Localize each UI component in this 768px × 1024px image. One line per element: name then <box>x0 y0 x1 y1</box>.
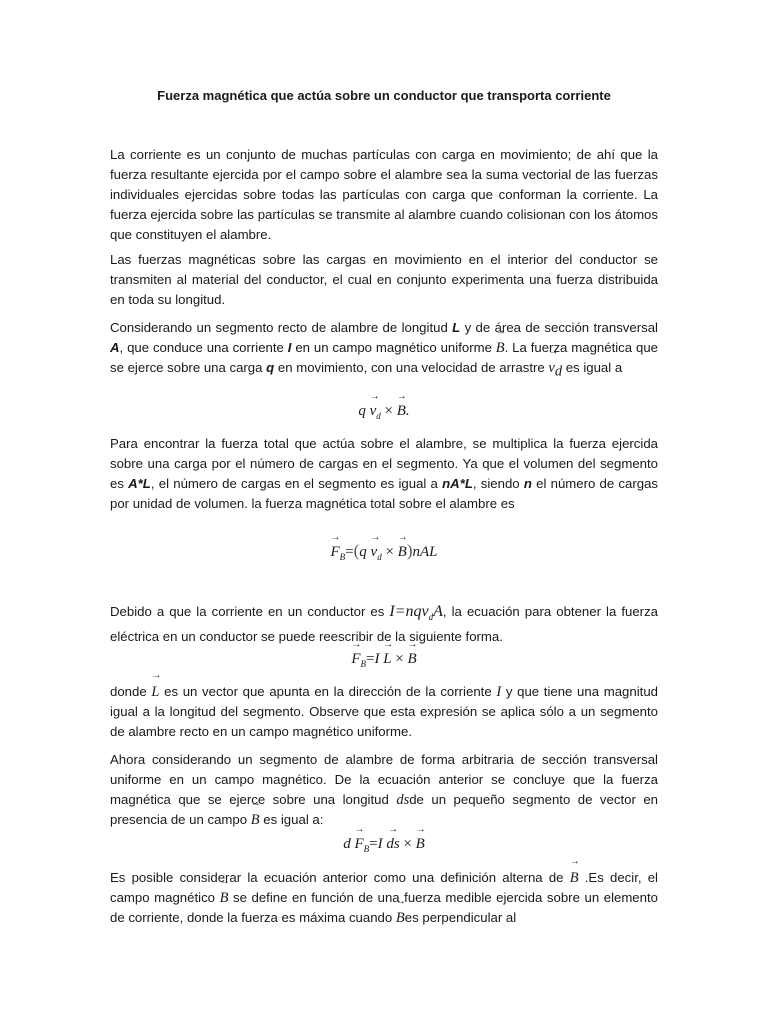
drift-velocity-symbol: → v <box>548 358 554 378</box>
vector-b-symbol: → B <box>496 338 505 358</box>
paragraph-1: La corriente es un conjunto de muchas partículas con carga en movimiento; de ahí que la fuerza resultante ejercida por el campo sobre el alambre sea la suma vectorial de las fuerzas individuales ejercidas sobre todas las partículas con carga que conforman la corriente. La fuerza ejercida sobre las partículas se transmite al alambre cuando colisionan con los átomos que constituyen el alambre. <box>110 147 658 242</box>
paragraph-2: Las fuerzas magnéticas sobre las cargas en movimiento en el interior del conductor se transmiten al material del conductor, el cual en conjunto experimenta una fuerza distribuida en toda su longitud. <box>110 252 658 307</box>
paragraph-3: Considerando un segmento recto de alambre de longitud L y de área de sección transversal A, que conduce una corriente I en un campo magnético uniforme → B. La fuerza magnética que se ejerce sobre una carga q en movimiento, con una velocidad de arrastre → $v_d$ es igual a <box>110 318 658 382</box>
paragraph-8: Es posible considerar la ecuación anterior como una definición alterna de → B .Es decir, el campo magnético → B se define en función de una fuerza medible ejercida sobre un elemento de corriente, donde la fuerza es máxima cuando → Bes perpendicular al <box>110 868 658 928</box>
paragraph-7: Ahora considerando un segmento de alambre de forma arbitraria de sección transversal uniforme en un campo magnético. De la ecuación anterior se concluye que la fuerza magnética que se ejerce sobre una longitud dsde un pequeño segmento de vector en presencia de un campo → B es igual a: <box>110 750 658 830</box>
equation-dF: $d \to F_B=I$ → ds × → B <box>0 836 768 854</box>
page-title: Fuerza magnética que actúa sobre un conductor que transporta corriente <box>157 88 611 103</box>
equation-qvxb: $q \to v_d$ × → B. <box>0 403 768 421</box>
current-equation: I=nqv$_d$A <box>389 603 443 623</box>
paragraph-5: Debido a que la corriente en un conductor es I=nqv$_d$A, la ecuación para obtener la fuerza eléctrica en un conductor se puede reescribir de la siguiente forma. <box>110 603 658 645</box>
equation-total-force: → $F_B=(q \to v_d$ × → B)nAL <box>0 541 768 562</box>
equation-ilxb: → $F_B=I \to L$ × → B <box>0 651 768 669</box>
paragraph-6: donde → L es un vector que apunta en la dirección de la corriente I y que tiene una magnitud igual a la longitud del segmento. Observe que esta expresión se aplica sólo a un segmento de alambre recto en un campo magnético uniforme. <box>110 682 658 742</box>
paragraph-4: Para encontrar la fuerza total que actúa sobre el alambre, se multiplica la fuerza ejercida sobre una carga por el número de cargas en el segmento. Ya que el volumen del segmento es A*L, el número de cargas en el segmento es igual a nA*L, siendo n el número de cargas por unidad de volumen. la fuerza magnética total sobre el alambre es <box>110 436 659 511</box>
